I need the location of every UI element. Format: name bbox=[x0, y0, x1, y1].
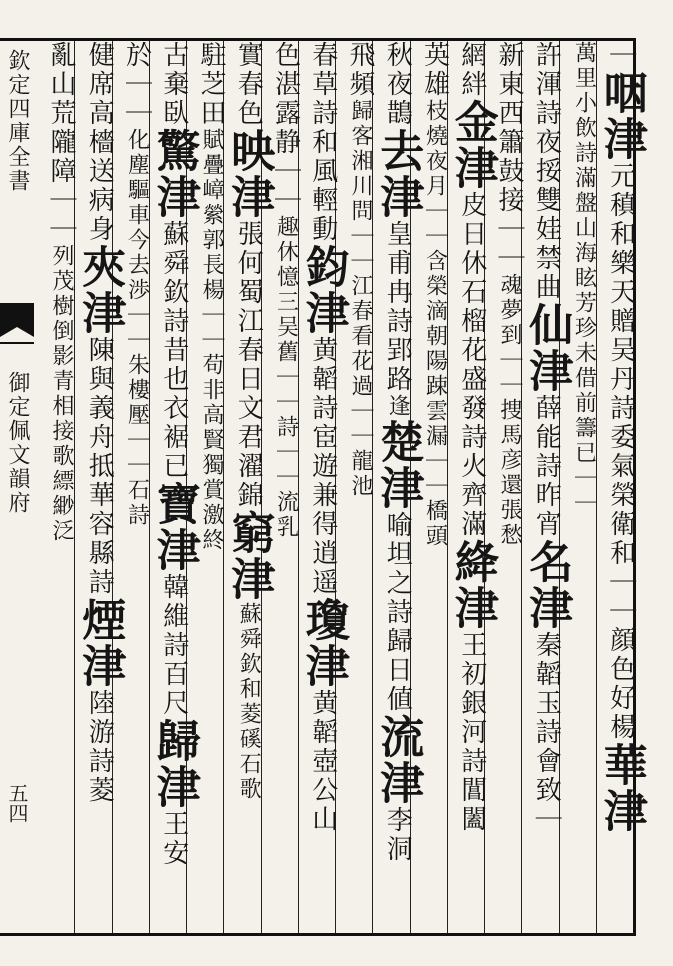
entry-headword: 窮津 bbox=[223, 510, 275, 602]
citation-text: 新東西簫鼓接｜｜ bbox=[494, 41, 524, 273]
annotation-text: 捜馬彦還張愁 bbox=[497, 398, 522, 548]
entry-headword: 瓊津 bbox=[297, 597, 349, 689]
annotation-text: 龍池 bbox=[348, 449, 373, 499]
column-text bbox=[297, 41, 349, 933]
entry-headword: 楚津 bbox=[372, 419, 424, 511]
citation-text: 於｜｜ bbox=[121, 41, 152, 128]
column-text bbox=[148, 41, 200, 933]
citation-text: 皮日休石榴花盛發詩火齊滿 bbox=[456, 191, 487, 539]
annotation-text: 蘇舜欽和菱磎石歌 bbox=[236, 602, 262, 802]
annotation-text: 萬里小飲詩滿盤山海眩芳珍未借前籌已｜｜ bbox=[571, 41, 597, 516]
citation-text: 元稹和樂天贈吴丹詩委氣榮衛和｜｜顔色好楊 bbox=[605, 162, 636, 742]
fish-tail-mark-icon bbox=[0, 303, 34, 363]
annotation-text: 詩｜｜流乳 bbox=[273, 415, 299, 540]
annotation-text: 歌縹緲泛 bbox=[49, 444, 74, 544]
citation-text: 亂山荒隴障｜｜ bbox=[46, 41, 76, 244]
citation-text: 英雄 bbox=[419, 41, 450, 99]
column-text bbox=[446, 41, 498, 933]
citation-text: 色湛露静｜｜ bbox=[270, 41, 301, 215]
annotation-text: 踈雲漏｜｜橋頭 bbox=[422, 374, 448, 549]
citation-text: 網絆 bbox=[456, 41, 487, 99]
citation-text: 實春色 bbox=[233, 41, 264, 128]
citation-text: 秦韜玉詩會致｜ bbox=[531, 631, 562, 834]
column-text bbox=[39, 41, 81, 933]
entry-headword: 華津 bbox=[595, 742, 647, 834]
citation-text: 皇甫冉詩郢路 bbox=[382, 220, 413, 394]
citation-text: ｜ bbox=[605, 41, 636, 70]
citation-text: 黄韜壺公山 bbox=[307, 689, 338, 834]
entry-headword: 煙津 bbox=[74, 597, 126, 689]
entry-headword: 鈞津 bbox=[297, 244, 349, 336]
page-margin bbox=[0, 38, 34, 936]
volume-title: 御定佩文韻府 bbox=[5, 371, 30, 515]
annotation-text: 石詩 bbox=[124, 478, 150, 528]
annotation-text: 化塵驅車今去渉｜｜ bbox=[124, 128, 150, 353]
citation-text: 秋夜鵲 bbox=[382, 41, 413, 128]
entry-headword: 仙津 bbox=[521, 302, 573, 394]
citation-text: 薛能詩昨宵 bbox=[531, 394, 562, 539]
citation-text: 李洞 bbox=[382, 806, 413, 864]
citation-text: 蘇舜欽詩昔也衣裾已 bbox=[158, 220, 189, 481]
entry-headword: 名津 bbox=[521, 539, 573, 631]
annotation-text: 列茂樹倒影青相接 bbox=[49, 244, 74, 444]
column-text bbox=[562, 41, 604, 933]
citation-text: 許渾詩夜挼雙娃禁曲 bbox=[531, 41, 562, 302]
column-text bbox=[115, 41, 157, 933]
citation-text: 黄韜詩宦遊兼得逍遥 bbox=[307, 336, 338, 597]
citation-text: 飛頻 bbox=[345, 41, 375, 99]
entry-headword: 寶津 bbox=[148, 481, 200, 573]
annotation-text: 朱樓壓｜｜ bbox=[124, 353, 150, 478]
column-text bbox=[74, 41, 126, 933]
column-text bbox=[521, 41, 573, 933]
citation-text: 古棄臥 bbox=[158, 41, 189, 128]
entry-headword: 咽津 bbox=[595, 70, 647, 162]
entry-headword: 歸津 bbox=[148, 718, 200, 810]
entry-headword: 去津 bbox=[372, 128, 424, 220]
citation-text: 喻坦之詩歸日値 bbox=[382, 511, 413, 714]
citation-text: 陸游詩菱 bbox=[84, 689, 115, 805]
annotation-text: 魂夢到｜｜ bbox=[497, 273, 522, 398]
entry-headword: 金津 bbox=[446, 99, 498, 191]
citation-text: 王安 bbox=[158, 810, 189, 868]
annotation-text: 江春看花過｜｜ bbox=[348, 274, 373, 449]
annotation-text: 歸客湘川問｜｜ bbox=[348, 99, 373, 274]
annotation-text: 苟非高賢獨賞激終 bbox=[199, 353, 224, 553]
citation-text: 王初銀河詩閶闔 bbox=[456, 631, 487, 834]
citation-text: 張何蜀江春日文君濯錦 bbox=[233, 220, 264, 510]
text-column bbox=[37, 41, 74, 933]
citation-text: 健席高檣送病身 bbox=[84, 41, 115, 244]
entry-headword: 流津 bbox=[372, 714, 424, 806]
column-text bbox=[595, 41, 647, 933]
page-number: 五四 bbox=[5, 783, 29, 823]
column-text bbox=[338, 41, 380, 933]
entry-headword: 夾津 bbox=[74, 244, 126, 336]
citation-text: 春草詩和風輕動 bbox=[307, 41, 338, 244]
citation-text: 陳與義舟抵華容縣詩 bbox=[84, 336, 115, 597]
column-text bbox=[372, 41, 424, 933]
column-text bbox=[223, 41, 275, 933]
annotation-text: 逢 bbox=[385, 394, 411, 419]
annotation-text: 賦疊嶂縈郭長楊｜｜ bbox=[199, 128, 224, 353]
annotation-text: 趣休憶三吴舊｜｜ bbox=[273, 215, 299, 415]
citation-text: 駐芝田 bbox=[196, 41, 226, 128]
book-title: 欽定四庫全書 bbox=[5, 49, 30, 193]
citation-text: 韓維詩百尺 bbox=[158, 573, 189, 718]
entry-headword: 驚津 bbox=[148, 128, 200, 220]
annotation-text: 枝燒夜月｜｜含榮滴朝陽 bbox=[422, 99, 448, 374]
entry-headword: 絳津 bbox=[446, 539, 498, 631]
entry-headword: 映津 bbox=[223, 128, 275, 220]
